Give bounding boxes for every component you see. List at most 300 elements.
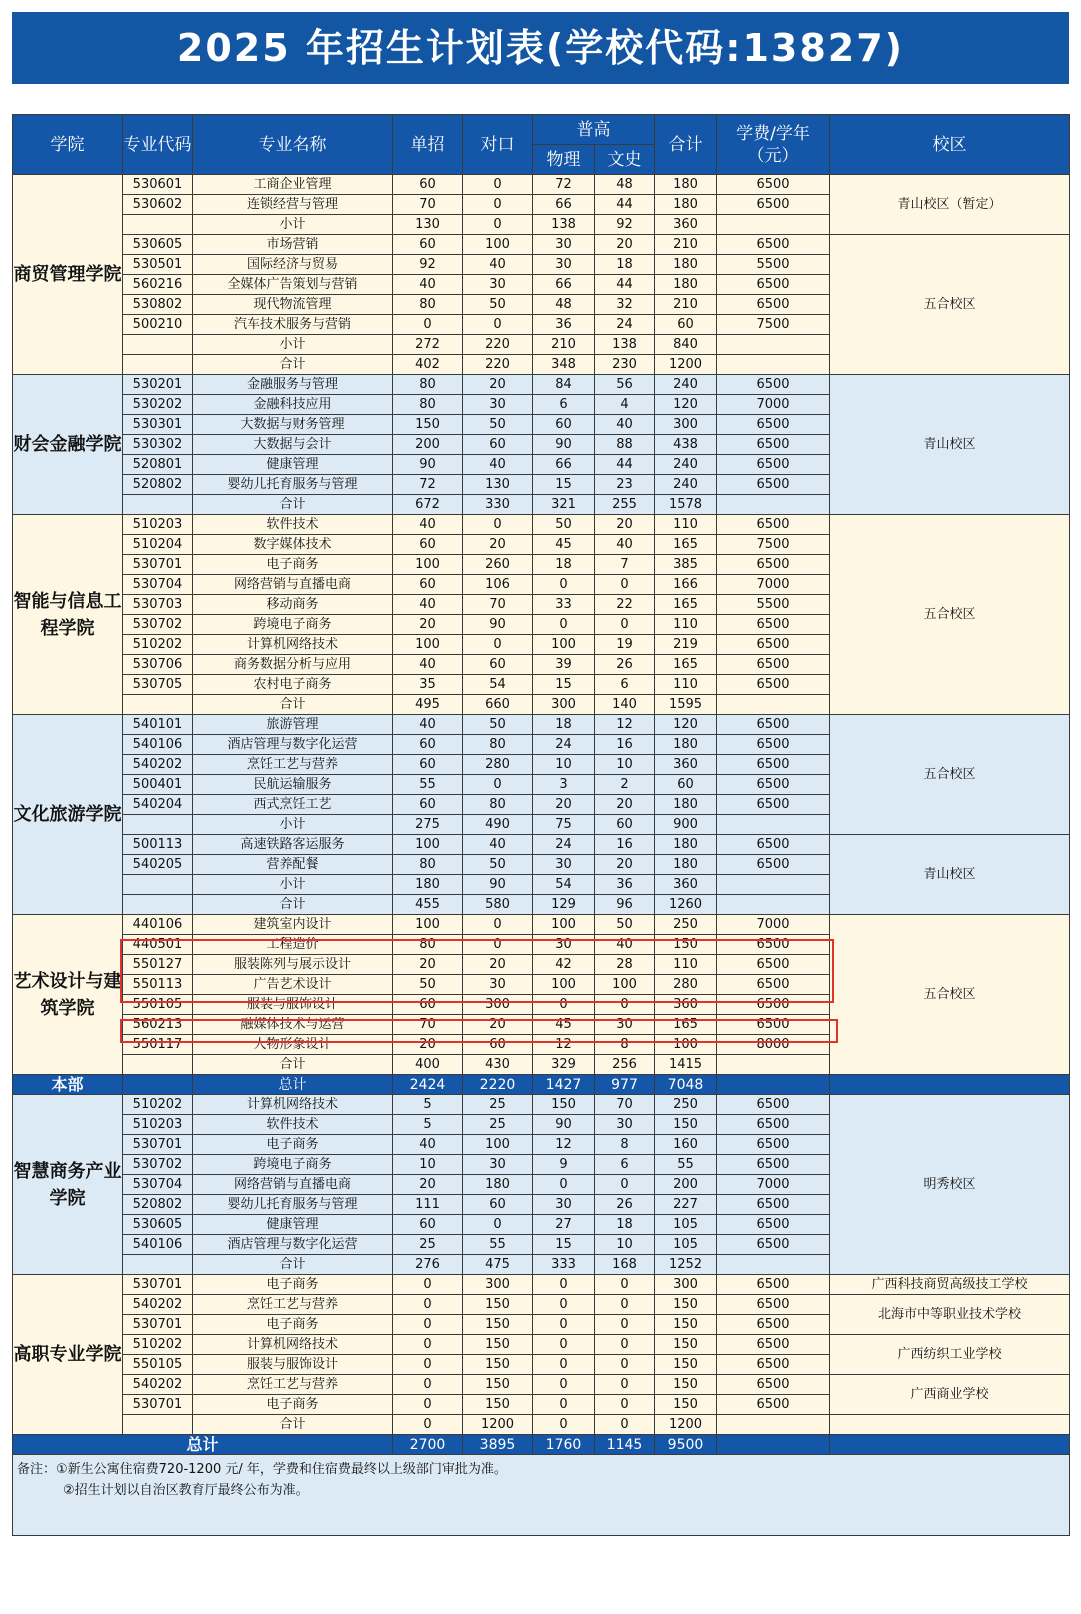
major-code: 530705 <box>123 675 193 695</box>
total-value: 180 <box>655 735 717 755</box>
notes-cell <box>13 1455 1070 1536</box>
fee-value: 6500 <box>717 415 830 435</box>
total-value: 110 <box>655 515 717 535</box>
major-code: 520802 <box>123 475 193 495</box>
fee-value: 6500 <box>717 515 830 535</box>
wuli-value: 54 <box>533 875 595 895</box>
total-value: 360 <box>655 755 717 775</box>
fee-value <box>717 695 830 715</box>
total-value: 900 <box>655 815 717 835</box>
wenshi-value: 138 <box>595 335 655 355</box>
wenshi-value: 32 <box>595 295 655 315</box>
blank-cell <box>123 815 193 835</box>
wenshi-value: 1145 <box>595 1435 655 1455</box>
duikou-value: 2220 <box>463 1075 533 1095</box>
danzhao-value: 495 <box>393 695 463 715</box>
fee-value: 6500 <box>717 855 830 875</box>
major-code: 560216 <box>123 275 193 295</box>
duikou-value: 3895 <box>463 1435 533 1455</box>
major-name: 网络营销与直播电商 <box>193 1175 393 1195</box>
wuli-value: 30 <box>533 935 595 955</box>
college-name: 智慧商务产业学院 <box>13 1095 123 1275</box>
grand-total-row <box>13 1435 1070 1455</box>
major-code: 530702 <box>123 1155 193 1175</box>
duikou-value: 25 <box>463 1115 533 1135</box>
danzhao-value: 80 <box>393 935 463 955</box>
danzhao-value: 0 <box>393 1275 463 1295</box>
grand-total-label: 总计 <box>13 1435 393 1455</box>
major-code: 440501 <box>123 935 193 955</box>
fee-value: 6500 <box>717 555 830 575</box>
major-code: 530703 <box>123 595 193 615</box>
major-name: 网络营销与直播电商 <box>193 575 393 595</box>
danzhao-value: 80 <box>393 395 463 415</box>
major-name: 服装与服饰设计 <box>193 1355 393 1375</box>
blank-cell <box>123 695 193 715</box>
blank-cell <box>123 335 193 355</box>
wenshi-value: 26 <box>595 655 655 675</box>
fee-value: 6500 <box>717 295 830 315</box>
major-code: 530802 <box>123 295 193 315</box>
danzhao-value: 275 <box>393 815 463 835</box>
duikou-value: 60 <box>463 655 533 675</box>
fee-value: 8000 <box>717 1035 830 1055</box>
major-name: 建筑室内设计 <box>193 915 393 935</box>
duikou-value: 50 <box>463 295 533 315</box>
major-name: 人物形象设计 <box>193 1035 393 1055</box>
major-name: 电子商务 <box>193 1275 393 1295</box>
college-name: 商贸管理学院 <box>13 175 123 375</box>
duikou-value: 80 <box>463 735 533 755</box>
danzhao-value: 60 <box>393 995 463 1015</box>
total-value: 165 <box>655 1015 717 1035</box>
major-name: 大数据与财务管理 <box>193 415 393 435</box>
wenshi-value: 19 <box>595 635 655 655</box>
duikou-value: 580 <box>463 895 533 915</box>
wuli-value: 1760 <box>533 1435 595 1455</box>
campus-name: 五合校区 <box>830 235 1070 375</box>
total-value: 165 <box>655 655 717 675</box>
wuli-value: 210 <box>533 335 595 355</box>
major-name: 营养配餐 <box>193 855 393 875</box>
duikou-value: 106 <box>463 575 533 595</box>
wenshi-value: 18 <box>595 255 655 275</box>
fee-value: 6500 <box>717 1335 830 1355</box>
wenshi-value: 168 <box>595 1255 655 1275</box>
major-name: 跨境电子商务 <box>193 615 393 635</box>
blank-cell <box>123 1075 193 1095</box>
fee-value: 6500 <box>717 615 830 635</box>
wenshi-value: 7 <box>595 555 655 575</box>
duikou-value: 150 <box>463 1315 533 1335</box>
campus-name: 五合校区 <box>830 515 1070 715</box>
duikou-value: 30 <box>463 975 533 995</box>
duikou-value: 1200 <box>463 1415 533 1435</box>
wenshi-value: 23 <box>595 475 655 495</box>
subtotal-row <box>13 1415 1070 1435</box>
fee-value <box>717 815 830 835</box>
wuli-value: 24 <box>533 735 595 755</box>
wuli-value: 30 <box>533 1195 595 1215</box>
wuli-value: 66 <box>533 455 595 475</box>
major-name: 连锁经营与管理 <box>193 195 393 215</box>
major-name: 计算机网络技术 <box>193 1335 393 1355</box>
subtotal-label: 小计 <box>193 815 393 835</box>
blank-cell <box>123 875 193 895</box>
major-code: 540202 <box>123 1295 193 1315</box>
danzhao-value: 60 <box>393 235 463 255</box>
major-name: 金融科技应用 <box>193 395 393 415</box>
duikou-value: 430 <box>463 1055 533 1075</box>
major-name: 国际经济与贸易 <box>193 255 393 275</box>
wenshi-value: 56 <box>595 375 655 395</box>
fee-value <box>717 355 830 375</box>
wuli-value: 6 <box>533 395 595 415</box>
header-code: 专业代码 <box>123 115 193 175</box>
danzhao-value: 400 <box>393 1055 463 1075</box>
table-row <box>13 515 1070 535</box>
note-line-1: 备注：①新生公寓住宿费720-1200 元/ 年，学费和住宿费最终以上级部门审批为准。 <box>17 1462 507 1477</box>
fee-value: 6500 <box>717 475 830 495</box>
danzhao-value: 60 <box>393 755 463 775</box>
major-name: 移动商务 <box>193 595 393 615</box>
wenshi-value: 20 <box>595 795 655 815</box>
fee-value: 5500 <box>717 255 830 275</box>
wuli-value: 15 <box>533 475 595 495</box>
wuli-value: 10 <box>533 755 595 775</box>
page-title: 2025 年招生计划表(学校代码:13827) <box>12 12 1069 84</box>
major-code: 530201 <box>123 375 193 395</box>
total-value: 180 <box>655 275 717 295</box>
subtotal-label: 合计 <box>193 495 393 515</box>
header-major: 专业名称 <box>193 115 393 175</box>
major-name: 软件技术 <box>193 1115 393 1135</box>
total-value: 1260 <box>655 895 717 915</box>
fee-value: 6500 <box>717 775 830 795</box>
total-value: 385 <box>655 555 717 575</box>
college-section <box>13 515 1070 715</box>
total-value: 120 <box>655 715 717 735</box>
danzhao-value: 200 <box>393 435 463 455</box>
fee-value <box>717 875 830 895</box>
college-section <box>13 1275 1070 1435</box>
major-code: 530202 <box>123 395 193 415</box>
college-section <box>13 1095 1070 1275</box>
wuli-value: 0 <box>533 1295 595 1315</box>
major-name: 大数据与会计 <box>193 435 393 455</box>
wuli-value: 9 <box>533 1155 595 1175</box>
wenshi-value: 28 <box>595 955 655 975</box>
duikou-value: 220 <box>463 355 533 375</box>
duikou-value: 40 <box>463 255 533 275</box>
fee-value: 6500 <box>717 1375 830 1395</box>
wenshi-value: 10 <box>595 755 655 775</box>
major-code: 530302 <box>123 435 193 455</box>
campus-name <box>830 1415 1070 1435</box>
duikou-value: 220 <box>463 335 533 355</box>
duikou-value: 20 <box>463 1015 533 1035</box>
wuli-value: 39 <box>533 655 595 675</box>
wuli-value: 15 <box>533 1235 595 1255</box>
total-value: 180 <box>655 855 717 875</box>
blank-cell <box>123 495 193 515</box>
danzhao-value: 0 <box>393 1295 463 1315</box>
fee-value: 6500 <box>717 1315 830 1335</box>
total-value: 180 <box>655 835 717 855</box>
duikou-value: 100 <box>463 235 533 255</box>
danzhao-value: 40 <box>393 655 463 675</box>
major-name: 健康管理 <box>193 455 393 475</box>
total-value: 150 <box>655 1295 717 1315</box>
total-value: 105 <box>655 1235 717 1255</box>
duikou-value: 20 <box>463 535 533 555</box>
danzhao-value: 130 <box>393 215 463 235</box>
major-name: 电子商务 <box>193 1135 393 1155</box>
fee-value: 6500 <box>717 975 830 995</box>
danzhao-value: 0 <box>393 315 463 335</box>
danzhao-value: 80 <box>393 375 463 395</box>
total-value: 300 <box>655 415 717 435</box>
table-row <box>13 1295 1070 1315</box>
wenshi-value: 24 <box>595 315 655 335</box>
wuli-value: 33 <box>533 595 595 615</box>
wenshi-value: 18 <box>595 1215 655 1235</box>
wenshi-value: 30 <box>595 1015 655 1035</box>
fee-value: 6500 <box>717 735 830 755</box>
fee-value: 7000 <box>717 575 830 595</box>
danzhao-value: 72 <box>393 475 463 495</box>
blank-cell <box>123 355 193 375</box>
major-name: 烹饪工艺与营养 <box>193 1375 393 1395</box>
fee-value: 6500 <box>717 235 830 255</box>
major-code: 520801 <box>123 455 193 475</box>
danzhao-value: 25 <box>393 1235 463 1255</box>
major-name: 商务数据分析与应用 <box>193 655 393 675</box>
note-line-2: ②招生计划以自治区教育厅最终公布为准。 <box>63 1483 309 1498</box>
wuli-value: 329 <box>533 1055 595 1075</box>
total-value: 7048 <box>655 1075 717 1095</box>
total-value: 120 <box>655 395 717 415</box>
danzhao-value: 272 <box>393 335 463 355</box>
duikou-value: 70 <box>463 595 533 615</box>
duikou-value: 55 <box>463 1235 533 1255</box>
total-value: 150 <box>655 935 717 955</box>
fee-value: 6500 <box>717 175 830 195</box>
major-code: 530501 <box>123 255 193 275</box>
major-name: 婴幼儿托育服务与管理 <box>193 1195 393 1215</box>
duikou-value: 50 <box>463 715 533 735</box>
wuli-value: 0 <box>533 1335 595 1355</box>
danzhao-value: 60 <box>393 795 463 815</box>
duikou-value: 0 <box>463 775 533 795</box>
total-value: 240 <box>655 375 717 395</box>
duikou-value: 50 <box>463 855 533 875</box>
danzhao-value: 90 <box>393 455 463 475</box>
danzhao-value: 55 <box>393 775 463 795</box>
fee-value <box>717 335 830 355</box>
wenshi-value: 70 <box>595 1095 655 1115</box>
wuli-value: 30 <box>533 855 595 875</box>
danzhao-value: 0 <box>393 1315 463 1335</box>
table-row <box>13 1375 1070 1395</box>
danzhao-value: 2700 <box>393 1435 463 1455</box>
fee-value: 6500 <box>717 955 830 975</box>
subtotal-label: 合计 <box>193 355 393 375</box>
wenshi-value: 88 <box>595 435 655 455</box>
major-code: 550105 <box>123 1355 193 1375</box>
major-code: 510204 <box>123 535 193 555</box>
blank-cell <box>123 215 193 235</box>
subtotal-label: 合计 <box>193 1055 393 1075</box>
danzhao-value: 20 <box>393 1175 463 1195</box>
wenshi-value: 4 <box>595 395 655 415</box>
total-value: 1578 <box>655 495 717 515</box>
blank-cell <box>830 1435 1070 1455</box>
major-code: 530704 <box>123 1175 193 1195</box>
danzhao-value: 60 <box>393 175 463 195</box>
wenshi-value: 0 <box>595 1355 655 1375</box>
wenshi-value: 255 <box>595 495 655 515</box>
danzhao-value: 40 <box>393 515 463 535</box>
danzhao-value: 150 <box>393 415 463 435</box>
total-value: 240 <box>655 475 717 495</box>
fee-value: 6500 <box>717 655 830 675</box>
major-name: 广告艺术设计 <box>193 975 393 995</box>
wenshi-value: 60 <box>595 815 655 835</box>
danzhao-value: 50 <box>393 975 463 995</box>
benbu-total-row <box>13 1075 1070 1095</box>
major-code: 550105 <box>123 995 193 1015</box>
college-name: 财会金融学院 <box>13 375 123 515</box>
fee-value: 6500 <box>717 435 830 455</box>
duikou-value: 130 <box>463 475 533 495</box>
danzhao-value: 100 <box>393 835 463 855</box>
total-value: 150 <box>655 1375 717 1395</box>
wuli-value: 18 <box>533 715 595 735</box>
wuli-value: 66 <box>533 275 595 295</box>
duikou-value: 30 <box>463 275 533 295</box>
campus-name: 广西纺织工业学校 <box>830 1335 1070 1375</box>
danzhao-value: 100 <box>393 555 463 575</box>
danzhao-value: 60 <box>393 735 463 755</box>
wenshi-value: 977 <box>595 1075 655 1095</box>
major-code: 530601 <box>123 175 193 195</box>
wenshi-value: 44 <box>595 455 655 475</box>
major-name: 现代物流管理 <box>193 295 393 315</box>
header-danzhao: 单招 <box>393 115 463 175</box>
wenshi-value: 44 <box>595 195 655 215</box>
total-value: 110 <box>655 615 717 635</box>
danzhao-value: 70 <box>393 1015 463 1035</box>
major-name: 市场营销 <box>193 235 393 255</box>
wenshi-value: 0 <box>595 615 655 635</box>
wenshi-value: 22 <box>595 595 655 615</box>
header-campus: 校区 <box>830 115 1070 175</box>
danzhao-value: 100 <box>393 635 463 655</box>
total-value: 280 <box>655 975 717 995</box>
major-code: 510202 <box>123 635 193 655</box>
wuli-value: 138 <box>533 215 595 235</box>
table-row <box>13 1275 1070 1295</box>
duikou-value: 0 <box>463 195 533 215</box>
danzhao-value: 92 <box>393 255 463 275</box>
major-code: 510202 <box>123 1095 193 1115</box>
major-name: 高速铁路客运服务 <box>193 835 393 855</box>
fee-value: 6500 <box>717 675 830 695</box>
fee-value: 7500 <box>717 535 830 555</box>
major-code: 540101 <box>123 715 193 735</box>
duikou-value: 25 <box>463 1095 533 1115</box>
wenshi-value: 30 <box>595 1115 655 1135</box>
major-code: 540205 <box>123 855 193 875</box>
total-value: 360 <box>655 995 717 1015</box>
wenshi-value: 20 <box>595 855 655 875</box>
total-value: 180 <box>655 795 717 815</box>
wuli-value: 1427 <box>533 1075 595 1095</box>
danzhao-value: 455 <box>393 895 463 915</box>
danzhao-value: 0 <box>393 1375 463 1395</box>
duikou-value: 90 <box>463 615 533 635</box>
fee-value <box>717 1415 830 1435</box>
duikou-value: 150 <box>463 1335 533 1355</box>
campus-name: 五合校区 <box>830 915 1070 1075</box>
major-code: 540204 <box>123 795 193 815</box>
duikou-value: 30 <box>463 1155 533 1175</box>
wenshi-value: 20 <box>595 235 655 255</box>
wuli-value: 66 <box>533 195 595 215</box>
major-code: 500113 <box>123 835 193 855</box>
wuli-value: 0 <box>533 615 595 635</box>
campus-name: 广西科技商贸高级技工学校 <box>830 1275 1070 1295</box>
major-code: 550127 <box>123 955 193 975</box>
total-value: 1200 <box>655 355 717 375</box>
college-name: 艺术设计与建筑学院 <box>13 915 123 1075</box>
major-name: 电子商务 <box>193 1395 393 1415</box>
total-value: 150 <box>655 1115 717 1135</box>
duikou-value: 60 <box>463 1035 533 1055</box>
major-code: 550117 <box>123 1035 193 1055</box>
wenshi-value: 0 <box>595 1335 655 1355</box>
major-code: 530701 <box>123 1395 193 1415</box>
danzhao-value: 276 <box>393 1255 463 1275</box>
subtotal-label: 合计 <box>193 1415 393 1435</box>
major-code: 540202 <box>123 755 193 775</box>
duikou-value: 150 <box>463 1295 533 1315</box>
duikou-value: 280 <box>463 755 533 775</box>
wenshi-value: 2 <box>595 775 655 795</box>
wuli-value: 12 <box>533 1035 595 1055</box>
wenshi-value: 44 <box>595 275 655 295</box>
campus-name: 青山校区（暂定） <box>830 175 1070 235</box>
fee-value: 6500 <box>717 275 830 295</box>
total-value: 60 <box>655 315 717 335</box>
major-name: 工商企业管理 <box>193 175 393 195</box>
total-value: 840 <box>655 335 717 355</box>
total-value: 240 <box>655 455 717 475</box>
subtotal-label: 小计 <box>193 335 393 355</box>
duikou-value: 0 <box>463 915 533 935</box>
wenshi-value: 0 <box>595 1295 655 1315</box>
major-code: 530602 <box>123 195 193 215</box>
duikou-value: 660 <box>463 695 533 715</box>
wuli-value: 0 <box>533 1275 595 1295</box>
duikou-value: 475 <box>463 1255 533 1275</box>
wuli-value: 45 <box>533 1015 595 1035</box>
danzhao-value: 5 <box>393 1095 463 1115</box>
major-name: 烹饪工艺与营养 <box>193 1295 393 1315</box>
total-value: 160 <box>655 1135 717 1155</box>
total-value: 1415 <box>655 1055 717 1075</box>
